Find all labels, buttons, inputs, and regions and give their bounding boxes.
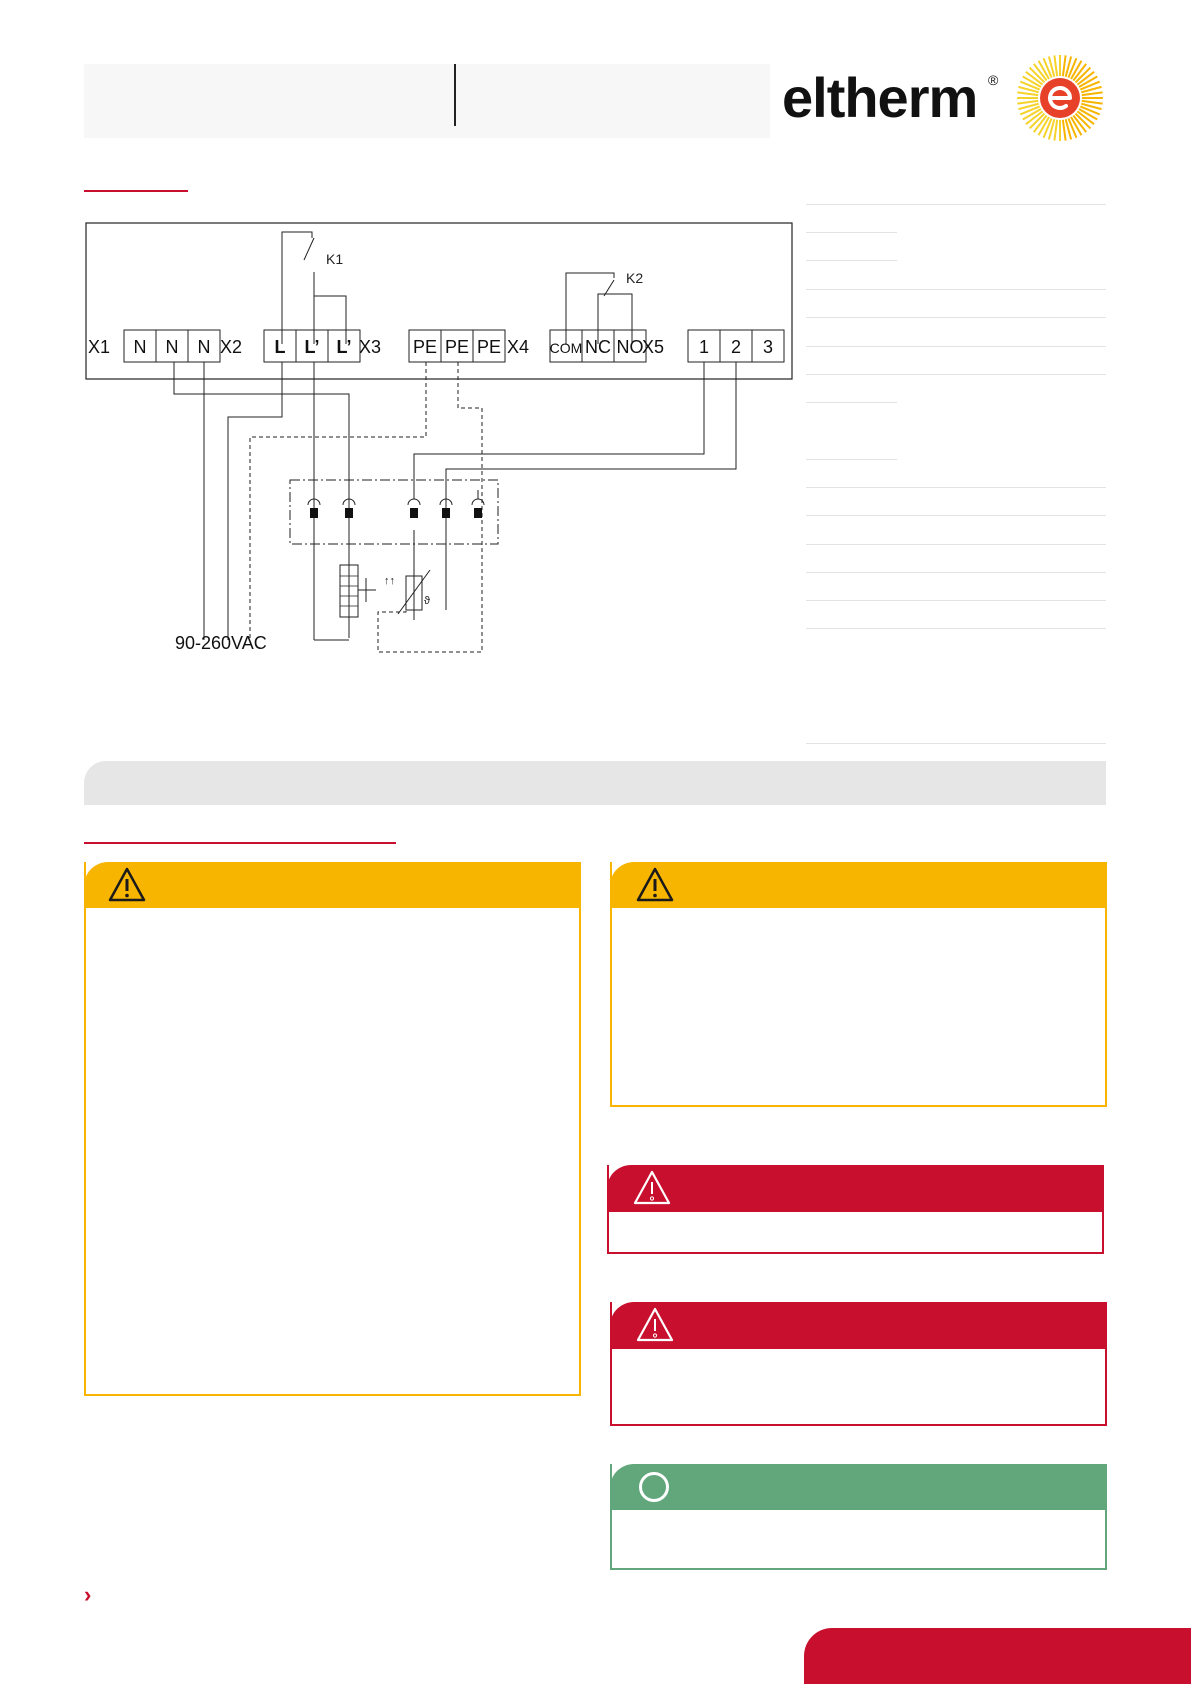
terminal-label: COM <box>549 340 583 356</box>
page-chevron-icon: › <box>84 1582 92 1607</box>
info-icon <box>639 1472 669 1502</box>
info-panel <box>610 1464 1107 1570</box>
terminal-label: PE <box>476 337 502 357</box>
header-divider <box>454 64 456 126</box>
terminal-label: 2 <box>730 337 742 357</box>
connector-socket <box>408 499 420 505</box>
spec-row-line <box>806 459 897 460</box>
danger-panel-header <box>607 1165 1104 1212</box>
spec-row-line <box>806 487 1106 488</box>
section-rule-1 <box>84 190 188 192</box>
sensor-symbol: ϑ <box>424 595 431 607</box>
spec-row-line <box>806 600 1106 601</box>
logo-ray <box>1082 92 1103 95</box>
terminal-label: N <box>133 337 147 357</box>
caution-panel-header <box>610 862 1107 908</box>
connector-pin <box>474 508 482 518</box>
terminal-block-label: X1 <box>88 337 111 357</box>
warning-icon <box>636 1306 674 1344</box>
logo-ray <box>1063 55 1066 76</box>
terminal-block-label: X3 <box>359 337 382 357</box>
terminal-label: L <box>274 337 286 357</box>
info-panel-header <box>610 1464 1107 1510</box>
section-band <box>84 761 1106 805</box>
section-rule-2 <box>84 842 396 844</box>
wiring-diagram <box>84 220 794 670</box>
supply-voltage-label: 90-260VAC <box>175 633 267 653</box>
terminal-label: 1 <box>698 337 710 357</box>
sensor-arrows: ↑↑ <box>384 575 395 587</box>
spec-row-line <box>806 317 1106 318</box>
danger-panel-1 <box>607 1165 1104 1254</box>
danger-panel-2 <box>610 1302 1107 1426</box>
terminal-label: N <box>165 337 179 357</box>
connector-pin <box>345 508 353 518</box>
spec-row-line <box>806 232 897 233</box>
danger-panel-header <box>610 1302 1107 1349</box>
spec-row-line <box>806 204 1106 205</box>
footer-tab <box>804 1628 1191 1684</box>
connector-pin <box>310 508 318 518</box>
relay-k2-label: K2 <box>626 270 644 286</box>
terminal-block-label: X4 <box>507 337 530 357</box>
spec-row-line <box>806 289 1106 290</box>
spec-row-line <box>806 515 1106 516</box>
logo-ray <box>1082 101 1103 104</box>
registered-mark: ® <box>988 72 999 88</box>
logo-ray <box>1017 92 1038 95</box>
terminal-label: NC <box>585 337 611 357</box>
terminal-block-label: X5 <box>642 337 665 357</box>
spec-row-line <box>806 374 1106 375</box>
terminal-label: NO <box>616 337 644 357</box>
warning-icon <box>636 866 674 904</box>
header-title-box <box>84 64 770 138</box>
caution-panel-small <box>610 862 1107 1107</box>
logo-ray <box>1054 55 1057 76</box>
spec-row-line <box>806 260 897 261</box>
warning-icon <box>108 866 146 904</box>
logo-ray <box>1063 120 1066 141</box>
logo-ray <box>1054 120 1057 141</box>
terminal-block-label: X2 <box>220 337 243 357</box>
warning-icon <box>633 1169 671 1207</box>
terminal-label: PE <box>444 337 470 357</box>
terminal-label: L’ <box>304 337 320 357</box>
eltherm-logo-icon <box>1016 54 1104 142</box>
caution-panel-large <box>84 862 581 1396</box>
spec-row-line <box>806 572 1106 573</box>
spec-row-line <box>806 402 897 403</box>
terminal-label: N <box>197 337 211 357</box>
terminal-label: L’ <box>336 337 352 357</box>
connector-pin <box>410 508 418 518</box>
logo-ray <box>1017 101 1038 104</box>
spec-row-line <box>806 346 1106 347</box>
relay-k1-label: K1 <box>326 251 344 267</box>
spec-row-line <box>806 743 1106 744</box>
terminal-label: 3 <box>762 337 774 357</box>
terminal-label: PE <box>412 337 438 357</box>
spec-row-line <box>806 544 1106 545</box>
brand-logo-text: eltherm <box>782 66 978 129</box>
spec-row-line <box>806 628 1106 629</box>
connector-pin <box>442 508 450 518</box>
caution-panel-header <box>84 862 581 908</box>
